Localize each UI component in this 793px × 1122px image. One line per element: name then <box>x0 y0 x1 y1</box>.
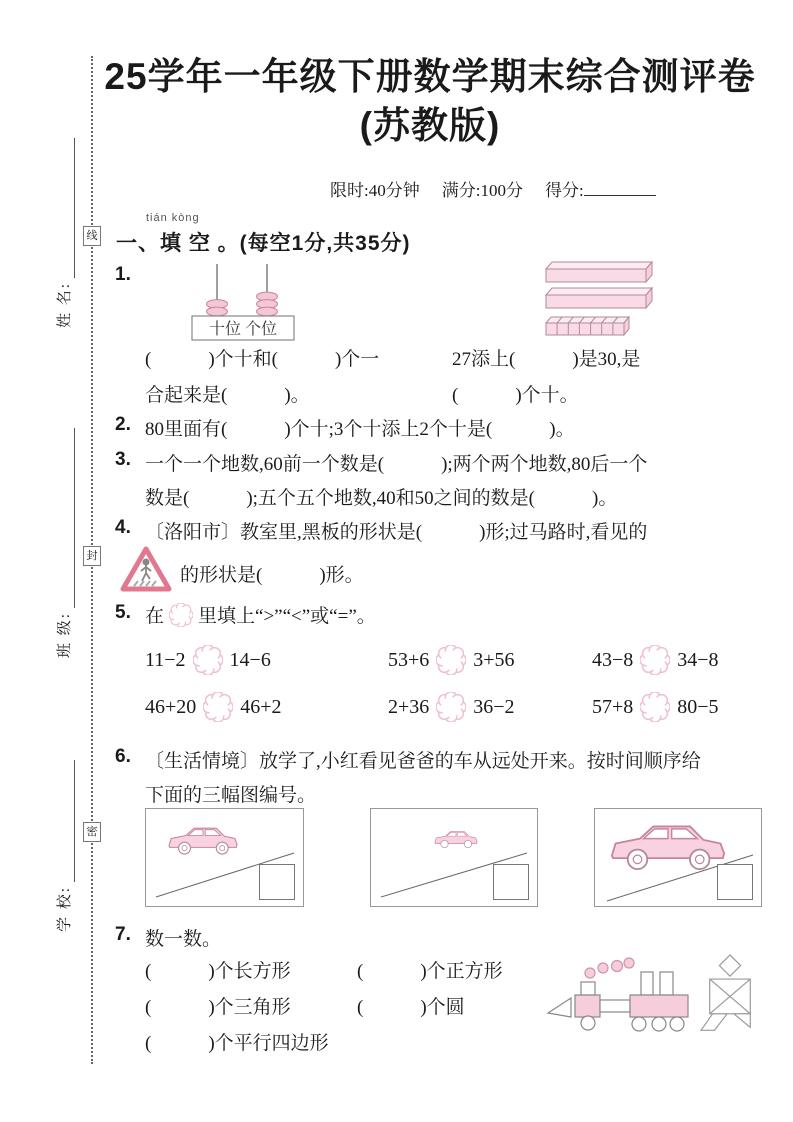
q6-answer-box-1 <box>259 864 295 900</box>
q4-line1: 〔洛阳市〕教室里,黑板的形状是( )形;过马路时,看见的 <box>145 522 648 543</box>
time-limit: 限时:40分钟 <box>330 181 420 200</box>
q2-number: 2. <box>115 414 131 435</box>
tangram-person-image <box>700 953 760 1038</box>
school-field <box>55 760 75 932</box>
q5-compare-cell <box>145 645 271 675</box>
pedestrian-crossing-sign-icon <box>119 545 173 593</box>
score-blank-line <box>584 180 656 196</box>
q6-photo-panel-1 <box>145 808 304 907</box>
class-label: 班 级: <box>57 612 73 658</box>
q6-line2: 下面的三幅图编号。 <box>145 785 317 806</box>
q5-intro <box>145 601 376 628</box>
school-label: 学 校: <box>57 886 73 932</box>
q3-line2: 数是( );五个五个地数,40和50之间的数是( )。 <box>145 488 618 509</box>
name-field <box>55 138 75 328</box>
car-close-up-image <box>607 815 729 872</box>
q5-expr-right: 80−5 <box>677 695 719 718</box>
q5-compare-cell <box>592 692 719 722</box>
q1-left-line1: ( )个十和( )个一 <box>145 349 380 370</box>
section-heading: 一、填 空 。(每空1分,共35分) <box>116 232 411 255</box>
q5-expr-right: 36−2 <box>473 695 515 718</box>
flower-circle-icon <box>203 692 233 722</box>
paper-title-line2: (苏教版) <box>359 105 501 146</box>
q5-expr-right: 3+56 <box>473 648 515 671</box>
q7-blank-rectangles: ( )个长方形 <box>145 961 291 982</box>
q5-compare-cell <box>388 645 515 675</box>
q6-line1: 〔生活情境〕放学了,小红看见爸爸的车从远处开来。按时间顺序给 <box>145 751 701 772</box>
class-field <box>55 428 75 658</box>
q6-photo-panel-3 <box>594 808 762 907</box>
q5-expr-left: 46+20 <box>145 695 197 718</box>
q5-intro-suffix: 里填上“>”“<”或“=”。 <box>198 606 376 627</box>
q5-compare-cell <box>388 692 515 722</box>
car-far-away-image <box>433 827 479 849</box>
paper-title-line1: 25学年一年级下册数学期末综合测评卷 <box>104 56 756 97</box>
q1-right-line2: ( )个十。 <box>452 385 579 406</box>
flower-circle-icon <box>640 692 670 722</box>
flower-circle-icon <box>640 645 670 675</box>
base-ten-blocks-image <box>540 260 665 340</box>
q5-expr-left: 43−8 <box>592 648 634 671</box>
score-label-group <box>545 176 656 201</box>
exam-info-line <box>330 176 656 201</box>
class-blank-line <box>57 428 75 608</box>
q4-number: 4. <box>115 517 131 538</box>
q5-intro-prefix: 在 <box>145 606 165 627</box>
q6-number: 6. <box>115 746 131 767</box>
name-label: 姓 名: <box>57 282 73 328</box>
q7-number: 7. <box>115 924 131 945</box>
q4-line2: 的形状是( )形。 <box>180 565 364 586</box>
q1-left-line2: 合起来是( )。 <box>145 385 310 406</box>
q7-blank-parallelograms: ( )个平行四边形 <box>145 1033 329 1054</box>
car-mid-distance-image <box>166 821 240 856</box>
seal-char-feng: 封 <box>83 546 101 566</box>
q5-compare-cell <box>592 645 719 675</box>
q5-expr-right: 14−6 <box>229 648 271 671</box>
q5-compare-cell <box>145 692 282 722</box>
flower-circle-icon <box>436 692 466 722</box>
flower-circle-icon <box>436 645 466 675</box>
q6-answer-box-2 <box>493 864 529 900</box>
seal-char-mi: 密 <box>83 822 101 842</box>
q5-expr-left: 57+8 <box>592 695 634 718</box>
q5-expr-right: 34−8 <box>677 648 719 671</box>
school-blank-line <box>57 760 75 882</box>
q5-expr-right: 46+2 <box>240 695 282 718</box>
shape-train-image <box>543 950 693 1035</box>
name-blank-line <box>57 138 75 278</box>
q1-right-line1: 27添上( )是30,是 <box>452 349 641 370</box>
abacus-place-labels: 十位 个位 <box>208 321 278 338</box>
q6-answer-box-3 <box>717 864 753 900</box>
section-pinyin: tián kòng <box>146 212 200 224</box>
flower-circle-icon <box>193 645 223 675</box>
q5-expr-left: 2+36 <box>388 695 430 718</box>
q2-text: 80里面有( )个十;3个十添上2个十是( )。 <box>145 419 575 440</box>
paper-title <box>95 52 765 150</box>
abacus-image <box>178 262 310 342</box>
seal-char-line: 线 <box>83 226 101 246</box>
q7-blank-squares: ( )个正方形 <box>357 961 503 982</box>
q7-intro: 数一数。 <box>145 929 222 950</box>
q3-number: 3. <box>115 449 131 470</box>
q5-expr-left: 11−2 <box>145 648 186 671</box>
full-score: 满分:100分 <box>441 181 523 200</box>
q7-blank-triangles: ( )个三角形 <box>145 997 291 1018</box>
q5-expr-left: 53+6 <box>388 648 430 671</box>
q3-line1: 一个一个地数,60前一个数是( );两个两个地数,80后一个 <box>145 454 648 475</box>
q1-number: 1. <box>115 264 131 285</box>
q6-photo-panel-2 <box>370 808 538 907</box>
q5-number: 5. <box>115 602 131 623</box>
q7-blank-circles: ( )个圆 <box>357 997 465 1018</box>
flower-circle-icon <box>169 603 193 627</box>
score-label: 得分: <box>544 181 584 200</box>
